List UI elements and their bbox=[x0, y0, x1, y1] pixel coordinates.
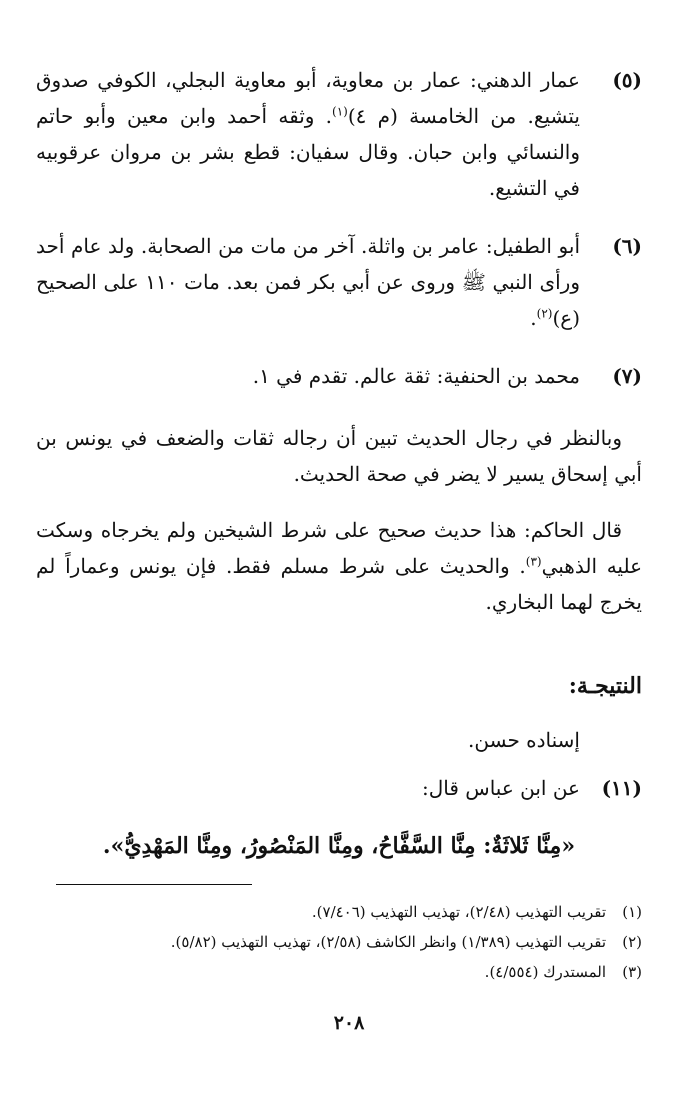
footnote-3 bbox=[485, 960, 642, 984]
result-text: إسناده حسن. bbox=[468, 728, 580, 752]
hadith-intro: عن ابن عباس قال: bbox=[422, 776, 580, 800]
entry-number: (٦) bbox=[612, 234, 642, 258]
analysis-paragraph: وبالنظر في رجال الحديث تبين أن رجاله ثقات والضعف في يونس بن أبي إسحاق يسير لا يضر في صحة الحديث. bbox=[36, 426, 642, 486]
hadith-text: «مِنَّا ثَلاثَةٌ: مِنَّا السَّفَّاحُ، ومِنَّا المَنْصُورُ، ومِنَّا المَهْدِيُّ». bbox=[102, 833, 576, 859]
footnote-ref-3: (٣) bbox=[525, 554, 542, 569]
footnote-number: (٣) bbox=[622, 963, 642, 981]
footnote-text: المستدرك (٤/٥٥٤). bbox=[484, 963, 606, 981]
page-number: ٢٠٨ bbox=[333, 1012, 365, 1034]
narrator-entry-7 bbox=[36, 358, 642, 394]
footnote-text: تقريب التهذيب (٢/٤٨)، تهذيب التهذيب (٧/٤٠٦). bbox=[311, 903, 606, 921]
hadith-number: (١١) bbox=[601, 776, 642, 800]
entry-number: (٥) bbox=[612, 68, 642, 92]
footnote-divider bbox=[56, 884, 252, 885]
footnote-1 bbox=[312, 900, 642, 924]
section-heading: النتيجـة: bbox=[568, 673, 642, 699]
footnote-2 bbox=[171, 930, 642, 954]
footnote-ref-2: (٢) bbox=[536, 306, 553, 321]
entry-text: عمار الدهني: عمار بن معاوية، أبو معاوية البجلي، الكوفي صدوق يتشيع. من الخامسة (م ٤)$^{(١)}$. وثقه أحمد وابن معين وأبو حاتم والنسائي وابن حبان. وقال سفيان: قطع بشر بن مروان عرقوبيه في التشيع. bbox=[36, 68, 580, 200]
footnote-ref-1: (١) bbox=[332, 104, 348, 119]
entry-text: محمد بن الحنفية: ثقة عالم. تقدم في ١. bbox=[252, 364, 580, 388]
entry-text: أبو الطفيل: عامر بن واثلة. آخر من مات من الصحابة. ولد عام أحد ورأى النبي ﷺ وروى عن أبي بكر فمن بعد. مات ١١٠ على الصحيح (ع)$^{(٢)}$. bbox=[36, 234, 580, 330]
hakim-paragraph: قال الحاكم: هذا حديث صحيح على شرط الشيخين ولم يخرجاه وسكت عليه الذهبي$^{(٣)}$. والحديث على شرط مسلم فقط. فإن يونس وعماراً لم يخرج لهما البخاري. bbox=[36, 518, 643, 614]
footnote-number: (١) bbox=[622, 903, 642, 921]
footnote-text: تقريب التهذيب (١/٣٨٩) وانظر الكاشف (٢/٥٨)، تهذيب التهذيب (٥/٨٢). bbox=[170, 933, 606, 951]
entry-number: (٧) bbox=[612, 364, 642, 388]
footnote-number: (٢) bbox=[622, 933, 642, 951]
narrator-entry-6 bbox=[36, 228, 642, 336]
narrator-entry-5 bbox=[36, 62, 642, 206]
